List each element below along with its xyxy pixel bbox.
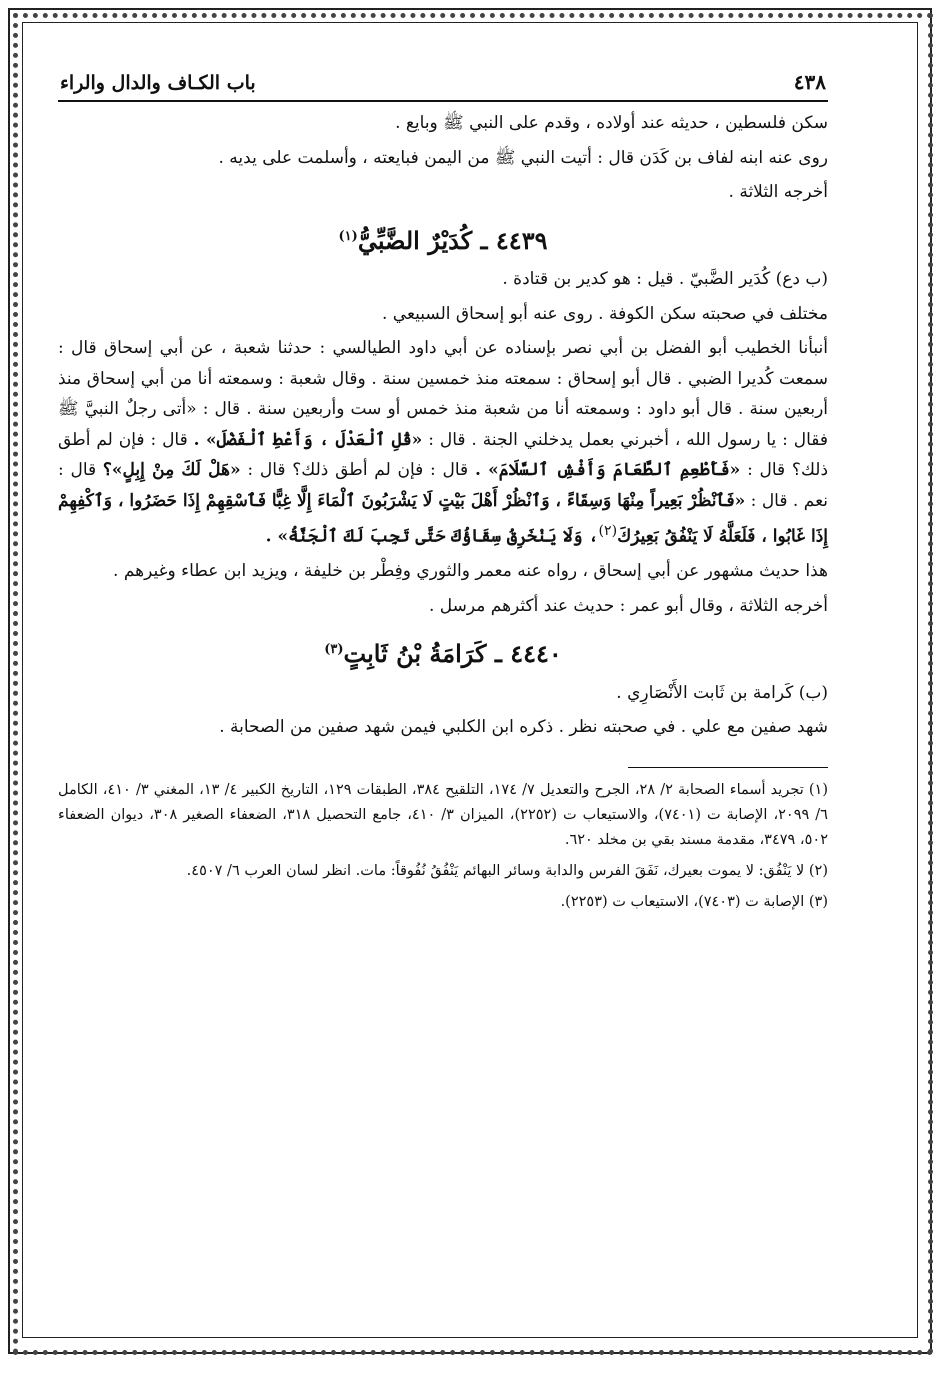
hadith-quote: «فَٱنْظُرْ بَعِيراً مِنْهَا وَسِقَاءً ، وَٱنْظُرْ أَهْلَ بَيْتٍ لَا يَشْرَبُونَ ٱلْمَاءَ إِلَّا غِبًّا فَٱسْقِهِمْ إِذَا حَضَرُوا ، وَٱكْفِهِمْ إِذَا غَابُوا ، فَلَعَلَّهُ لَا يَنْفُقُ بَعِيرُكَ xyxy=(58,490,828,547)
narration-text: أنبأنا الخطيب أبو الفضل بن أبي نصر بإسناده عن أبي داود الطيالسي : حدثنا شعبة ، عن أبي إسحاق قال : سمعت كُديرا الضبي . قال أبو إسحاق : سمعته منذ خمسين سنة . وقال شعبة : وسمعته أنا من أبي إسحاق منذ أربعين سنة . قال أبو داود : وسمعته أنا من شعبة منذ خمس أو ست وأربعين سنة . قال : «أتى رجلٌ النبيَّ ﷺ فقال : يا رسول الله ، أخبرني بعمل يدخلني الجنة . قال : xyxy=(58,338,829,450)
entry-heading xyxy=(58,635,828,670)
hadith-quote: ، وَلَا يَنْخَرِقُ سِقَاؤُكَ حَتَّى تَجِبَ لَكَ ٱلْجَنَّةُ» . xyxy=(265,526,599,547)
footnote-marker: (١) xyxy=(338,228,358,244)
narration-text: قال : فإن لم أطق ذلك؟ قال : xyxy=(247,460,469,480)
paragraph: شهد صفين مع علي . في صحبته نظر . ذكره ابن الكلبي فيمن شهد صفين من الصحابة . xyxy=(219,717,828,738)
footnote-marker: (٣) xyxy=(324,642,344,658)
footnote-separator xyxy=(628,767,828,768)
paragraph: (ب دع) كُدَير الضَّبيّ . قيل : هو كدير بن قتادة . xyxy=(502,269,828,289)
narration-text: قال : فإن لم أطق ذلك؟ قال : xyxy=(58,429,829,480)
hadith-quote: «هَلْ لَكَ مِنْ إِبِلٍ»؟ xyxy=(102,460,241,480)
footnote: (١) تجريد أسماء الصحابة ٢/ ٢٨، الجرح والتعديل ٧/ ١٧٤، التلقيح ٣٨٤، الطبقات ١٢٩، التاريخ الكبير ٤/ ١٣، المغني ٣/ ٤١٠، الكامل ٦/ ٢٠٩٩، الإصابة ت (٧٤٠١)، والاستيعاب ت (٢٢٥٢)، الميزان ٣/ ٤١٠، جامع التحصيل ٣١٨، الضعفاء الصغير ٣٠٨، ديوان الضعفاء ٥٠٢، ٣٤٧٩، مقدمة مسند بقي بن مخلد ٦٢٠. xyxy=(58,781,828,848)
paragraph: أخرجه الثلاثة ، وقال أبو عمر : حديث عند أكثرهم مرسل . xyxy=(428,595,828,616)
footnote: (٣) الإصابة ت (٧٤٠٣)، الاستيعاب ت (٢٢٥٣). xyxy=(560,893,828,910)
entry-title: ٤٤٣٩ ـ كُدَيْرٌ الضَّبِّيُّ xyxy=(357,225,548,255)
page-number: ٤٣٨ xyxy=(793,70,826,94)
hadith-quote: «قُلِ ٱلْعَدْلَ ، وَأَعْطِ ٱلْفَضْلَ» . xyxy=(193,429,423,450)
paragraph: (ب) كَرامة بن ثَابت الأَنْصَارِي . xyxy=(616,682,828,703)
chapter-title: باب الكـاف والدال والراء xyxy=(60,72,256,94)
entry-title: ٤٤٤٠ ـ كَرَامَةُ بْنُ ثَابِتٍ xyxy=(343,639,562,669)
running-header xyxy=(58,70,828,102)
paragraph: سكن فلسطين ، حديثه عند أولاده ، وقدم على النبي ﷺ وبايع . xyxy=(395,113,828,133)
hadith-quote: «فَأَطْعِمِ ٱلطَّعَامَ وَأَفْشِ ٱلسَّلَامَ» . xyxy=(474,460,741,480)
footnote: (٢) لا يَنْفُق: لا يموت بعيرك، نَفَقَ الفرس والدابة وسائر البهائم يَنْفُقُ نُفُوقاً: مات. انظر لسان العرب ٦/ ٤٥٠٧. xyxy=(186,862,828,879)
paragraph: أخرجه الثلاثة . xyxy=(728,182,828,202)
footnotes xyxy=(58,778,828,915)
footnote-marker: (٢) xyxy=(598,523,618,539)
paragraph: روى عنه ابنه لفاف بن كَدَن قال : أتيت النبي ﷺ من اليمن فبايعته ، وأسلمت على يديه . xyxy=(218,147,828,168)
book-page xyxy=(58,70,828,921)
main-text xyxy=(58,108,828,743)
entry-heading xyxy=(58,222,828,257)
narration-text: قال : نعم . قال : xyxy=(58,460,829,511)
paragraph: مختلف في صحبته سكن الكوفة . روى عنه أبو إسحاق السبيعي . xyxy=(381,303,828,324)
paragraph: هذا حديث مشهور عن أبي إسحاق ، رواه عنه معمر والثوري وفِطْر بن خليفة ، ويزيد ابن عطاء وغيرهم . xyxy=(113,561,828,582)
hadith-paragraph xyxy=(58,333,828,552)
